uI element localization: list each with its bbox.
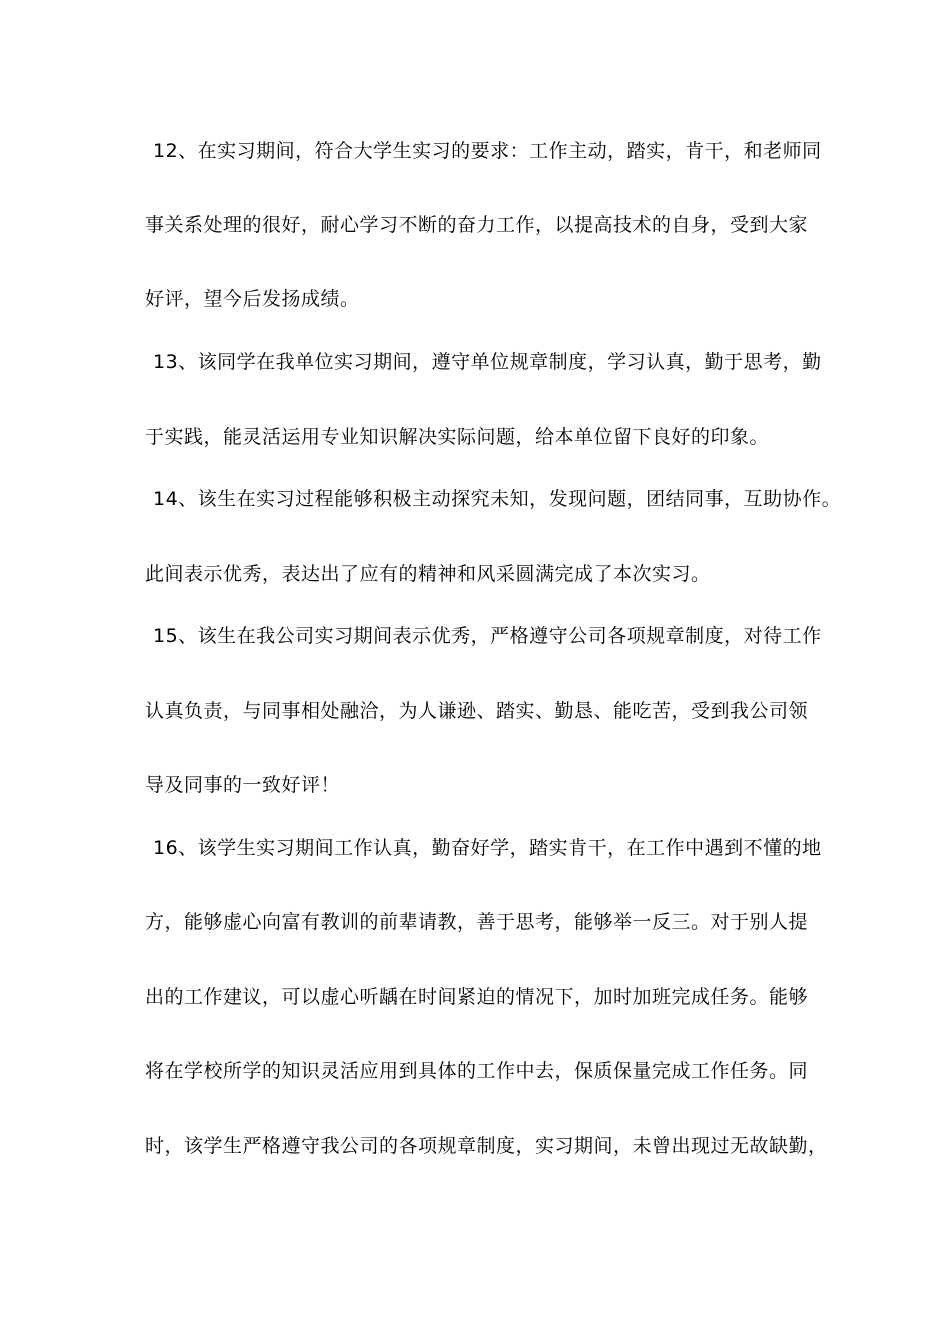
paragraph-16-line-4: 将在学校所学的知识灵活应用到具体的工作中去，保质保量完成工作任务。同: [145, 1060, 809, 1082]
paragraph-13-line-1: 13、该同学在我单位实习期间，遵守单位规章制度，学习认真，勤于思考，勤: [153, 351, 822, 373]
paragraph-12-line-1: 12、在实习期间，符合大学生实习的要求：工作主动，踏实，肯干，和老师同: [153, 140, 822, 162]
paragraph-15-line-2: 认真负责，与同事相处融洽，为人谦逊、踏实、勤恳、能吃苦，受到我公司领: [145, 700, 809, 722]
paragraph-16-line-5: 时，该学生严格遵守我公司的各项规章制度，实习期间，未曾出现过无故缺勤，: [145, 1135, 828, 1157]
paragraph-12-line-2: 事关系处理的很好，耐心学习不断的奋力工作，以提高技术的自身，受到大家: [145, 214, 809, 236]
paragraph-16-line-3: 出的工作建议，可以虚心听龋在时间紧迫的情况下，加时加班完成任务。能够: [145, 986, 809, 1008]
paragraph-12-line-3: 好评，望今后发扬成绩。: [145, 288, 360, 310]
paragraph-14-line-2: 此间表示优秀，表达出了应有的精神和风采圆满完成了本次实习。: [145, 563, 711, 585]
paragraph-16-line-1: 16、该学生实习期间工作认真，勤奋好学，踏实肯干，在工作中遇到不懂的地: [153, 837, 822, 859]
paragraph-15-line-1: 15、该生在我公司实习期间表示优秀，严格遵守公司各项规章制度，对待工作: [153, 625, 822, 647]
paragraph-16-line-2: 方，能够虚心向富有教训的前辈请教，善于思考，能够举一反三。对于别人提: [145, 911, 809, 933]
paragraph-13-line-2: 于实践，能灵活运用专业知识解决实际问题，给本单位留下良好的印象。: [145, 426, 770, 448]
paragraph-15-line-3: 导及同事的一致好评！: [145, 774, 341, 796]
paragraph-14-line-1: 14、该生在实习过程能够积极主动探究未知，发现问题，团结同事，互助协作。: [153, 488, 842, 510]
